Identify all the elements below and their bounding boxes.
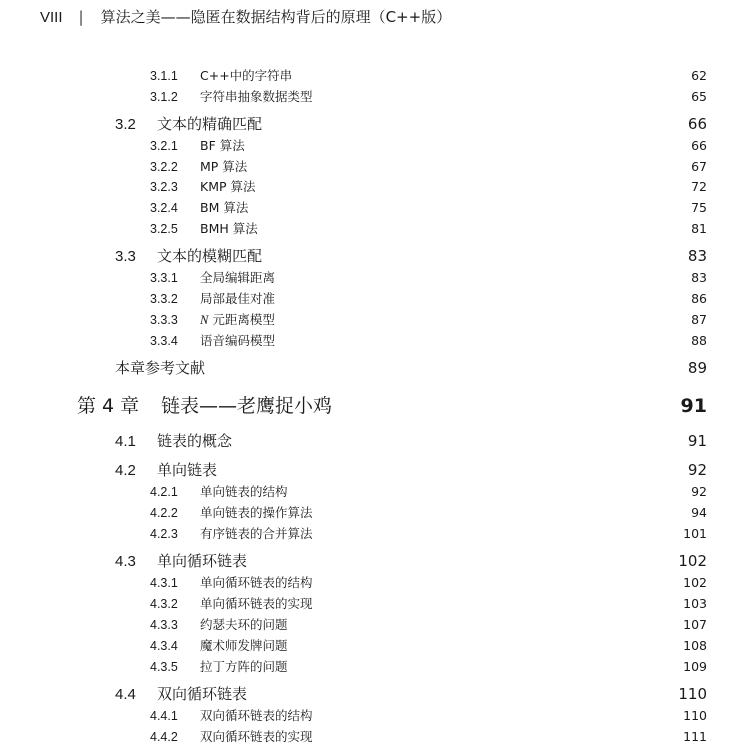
entry-page: 65 <box>691 89 707 104</box>
entry-page: 91 <box>680 395 707 417</box>
entry-title: 有序链表的合并算法 <box>200 526 313 541</box>
toc-entry-3-2-3[interactable] <box>150 176 707 197</box>
dot-leader <box>290 660 682 671</box>
entry-title: 文本的模糊匹配 <box>157 247 263 265</box>
entry-number: 4.2.3 <box>150 527 178 541</box>
entry-title-text: 元距离模型 <box>208 312 275 327</box>
entry-page: 81 <box>691 221 707 236</box>
dot-leader <box>334 396 679 412</box>
entry-page: 86 <box>691 291 707 306</box>
dot-leader <box>315 576 682 587</box>
dot-leader <box>315 506 690 517</box>
entry-page: 109 <box>683 659 707 674</box>
entry-number: 4.2.1 <box>150 485 178 499</box>
entry-page: 66 <box>687 115 707 133</box>
entry-page: 92 <box>687 461 707 479</box>
toc-entry-4-4-2[interactable] <box>150 726 707 747</box>
toc-entry-3-1-1[interactable] <box>150 65 707 86</box>
dot-leader <box>277 334 689 345</box>
entry-title <box>200 309 275 331</box>
dot-leader <box>264 116 686 129</box>
entry-title: 魔术师发牌问题 <box>200 638 288 653</box>
entry-page: 102 <box>678 552 707 570</box>
entry-title: KMP 算法 <box>200 179 256 194</box>
entry-number: 4.1 <box>115 433 136 450</box>
entry-title: 双向循环链表 <box>157 685 248 703</box>
entry-number: 3.3.3 <box>150 313 178 327</box>
toc-entry-3-1-2[interactable] <box>150 86 707 107</box>
entry-page: 66 <box>691 138 707 153</box>
toc-entry-3-3-2[interactable] <box>150 288 707 309</box>
dot-leader <box>249 686 676 699</box>
dot-leader <box>249 160 689 171</box>
italic-variable: N <box>200 313 209 327</box>
toc-entry-3-2-4[interactable] <box>150 197 707 218</box>
entry-number: 3.1.1 <box>150 69 178 83</box>
entry-number: 3.2 <box>115 116 136 133</box>
toc-entry-3-3-4[interactable] <box>150 330 707 351</box>
toc-entry-4-4[interactable] <box>115 682 707 706</box>
entry-page: 87 <box>691 312 707 327</box>
toc-entry-4-3[interactable] <box>115 549 707 573</box>
entry-title: BM 算法 <box>200 200 249 215</box>
entry-number: 3.1.2 <box>150 90 178 104</box>
entry-number: 4.3.4 <box>150 639 178 653</box>
entry-page: 108 <box>683 638 707 653</box>
entry-title: MP 算法 <box>200 159 248 174</box>
dot-leader <box>315 730 682 741</box>
entry-page: 72 <box>691 179 707 194</box>
toc-entry-3-3-3[interactable] <box>150 309 707 330</box>
entry-page: 103 <box>683 596 707 611</box>
entry-number: 3.3.1 <box>150 271 178 285</box>
dot-leader <box>250 201 689 212</box>
entry-title: C++中的字符串 <box>200 68 293 83</box>
entry-title: 链表的概念 <box>157 432 233 450</box>
entry-page: 92 <box>691 484 707 499</box>
entry-number: 4.3.2 <box>150 597 178 611</box>
entry-page: 101 <box>683 526 707 541</box>
entry-page: 102 <box>683 575 707 590</box>
entry-title: 约瑟夫环的问题 <box>200 617 288 632</box>
entry-number: 4.4.2 <box>150 730 178 744</box>
entry-number: 3.3 <box>115 248 136 265</box>
page-number-roman: VIII <box>40 9 63 26</box>
entry-number: 4.4 <box>115 686 136 703</box>
entry-title: 单向链表的结构 <box>200 484 288 499</box>
entry-number: 3.2.3 <box>150 180 178 194</box>
dot-leader <box>290 639 682 650</box>
entry-title: 本章参考文献 <box>115 359 206 377</box>
entry-number: 3.3.4 <box>150 334 178 348</box>
chapter-number: 第 4 章 <box>77 395 140 417</box>
entry-title: 单向循环链表的实现 <box>200 596 313 611</box>
entry-number: 4.3.5 <box>150 660 178 674</box>
entry-title: BF 算法 <box>200 138 245 153</box>
entry-number: 3.2.2 <box>150 160 178 174</box>
entry-title: 单向循环链表的结构 <box>200 575 313 590</box>
toc-entry-4-1[interactable] <box>115 429 707 453</box>
dot-leader <box>294 69 689 80</box>
entry-page: 91 <box>687 432 707 450</box>
entry-number: 4.3 <box>115 553 136 570</box>
entry-title: 全局编辑距离 <box>200 270 276 285</box>
toc-entry-4-3-4[interactable] <box>150 635 707 656</box>
toc-entry-references[interactable] <box>115 356 707 380</box>
entry-number: 4.3.1 <box>150 576 178 590</box>
toc-entry-4-2-3[interactable] <box>150 523 707 544</box>
entry-page: 107 <box>683 617 707 632</box>
entry-title: BMH 算法 <box>200 221 258 236</box>
entry-number: 3.3.2 <box>150 292 178 306</box>
entry-number: 4.3.3 <box>150 618 178 632</box>
dot-leader <box>277 292 689 303</box>
entry-number: 4.2 <box>115 462 136 479</box>
dot-leader <box>264 248 686 261</box>
entry-page: 67 <box>691 159 707 174</box>
header-separator: | <box>78 8 84 26</box>
entry-title: 拉丁方阵的问题 <box>200 659 288 674</box>
entry-page: 89 <box>687 359 707 377</box>
dot-leader <box>219 462 686 475</box>
entry-page: 110 <box>678 685 707 703</box>
entry-page: 88 <box>691 333 707 348</box>
toc-entry-3-2[interactable] <box>115 112 707 136</box>
dot-leader <box>260 222 689 233</box>
entry-page: 110 <box>683 708 707 723</box>
toc-entry-4-2-2[interactable] <box>150 502 707 523</box>
toc-entry-3-2-5[interactable] <box>150 218 707 239</box>
entry-number: 3.2.5 <box>150 222 178 236</box>
dot-leader <box>207 360 686 373</box>
dot-leader <box>249 553 676 566</box>
toc-entry-4-4-1[interactable] <box>150 705 707 726</box>
dot-leader <box>234 433 686 446</box>
dot-leader <box>258 180 690 191</box>
toc-entry-chapter-4[interactable] <box>77 391 707 421</box>
dot-leader <box>290 485 690 496</box>
toc-entry-3-2-1[interactable] <box>150 135 707 156</box>
entry-title: 文本的精确匹配 <box>157 115 263 133</box>
entry-page: 94 <box>691 505 707 520</box>
entry-number: 3.2.1 <box>150 139 178 153</box>
entry-page: 62 <box>691 68 707 83</box>
dot-leader <box>315 527 682 538</box>
entry-page: 111 <box>683 729 707 744</box>
dot-leader <box>315 709 682 720</box>
dot-leader <box>290 618 682 629</box>
entry-number: 3.2.4 <box>150 201 178 215</box>
toc-entry-4-3-1[interactable] <box>150 572 707 593</box>
entry-title: 单向链表 <box>157 461 218 479</box>
entry-number: 4.4.1 <box>150 709 178 723</box>
entry-page: 83 <box>687 247 707 265</box>
chapter-title: 链表——老鹰捉小鸡 <box>161 395 333 417</box>
toc-entry-3-2-2[interactable] <box>150 156 707 177</box>
entry-title: 语音编码模型 <box>200 333 276 348</box>
entry-title: 双向循环链表的结构 <box>200 708 313 723</box>
toc-entry-4-2[interactable] <box>115 458 707 482</box>
toc-entry-3-3[interactable] <box>115 244 707 268</box>
dot-leader <box>277 271 689 282</box>
entry-number: 4.2.2 <box>150 506 178 520</box>
book-title: 算法之美——隐匿在数据结构背后的原理（C++版） <box>100 8 452 26</box>
toc-entry-4-3-5[interactable] <box>150 656 707 677</box>
entry-page: 83 <box>691 270 707 285</box>
dot-leader <box>247 139 689 150</box>
toc-entry-3-3-1[interactable] <box>150 267 707 288</box>
dot-leader <box>315 597 682 608</box>
entry-title: 字符串抽象数据类型 <box>200 89 313 104</box>
entry-title: 单向循环链表 <box>157 552 248 570</box>
toc-entry-4-2-1[interactable] <box>150 481 707 502</box>
entry-page: 75 <box>691 200 707 215</box>
entry-title: 双向循环链表的实现 <box>200 729 313 744</box>
dot-leader <box>277 313 689 324</box>
entry-title: 局部最佳对准 <box>200 291 276 306</box>
dot-leader <box>315 90 690 101</box>
toc-entry-4-3-3[interactable] <box>150 614 707 635</box>
toc-entry-4-3-2[interactable] <box>150 593 707 614</box>
entry-title: 单向链表的操作算法 <box>200 505 313 520</box>
